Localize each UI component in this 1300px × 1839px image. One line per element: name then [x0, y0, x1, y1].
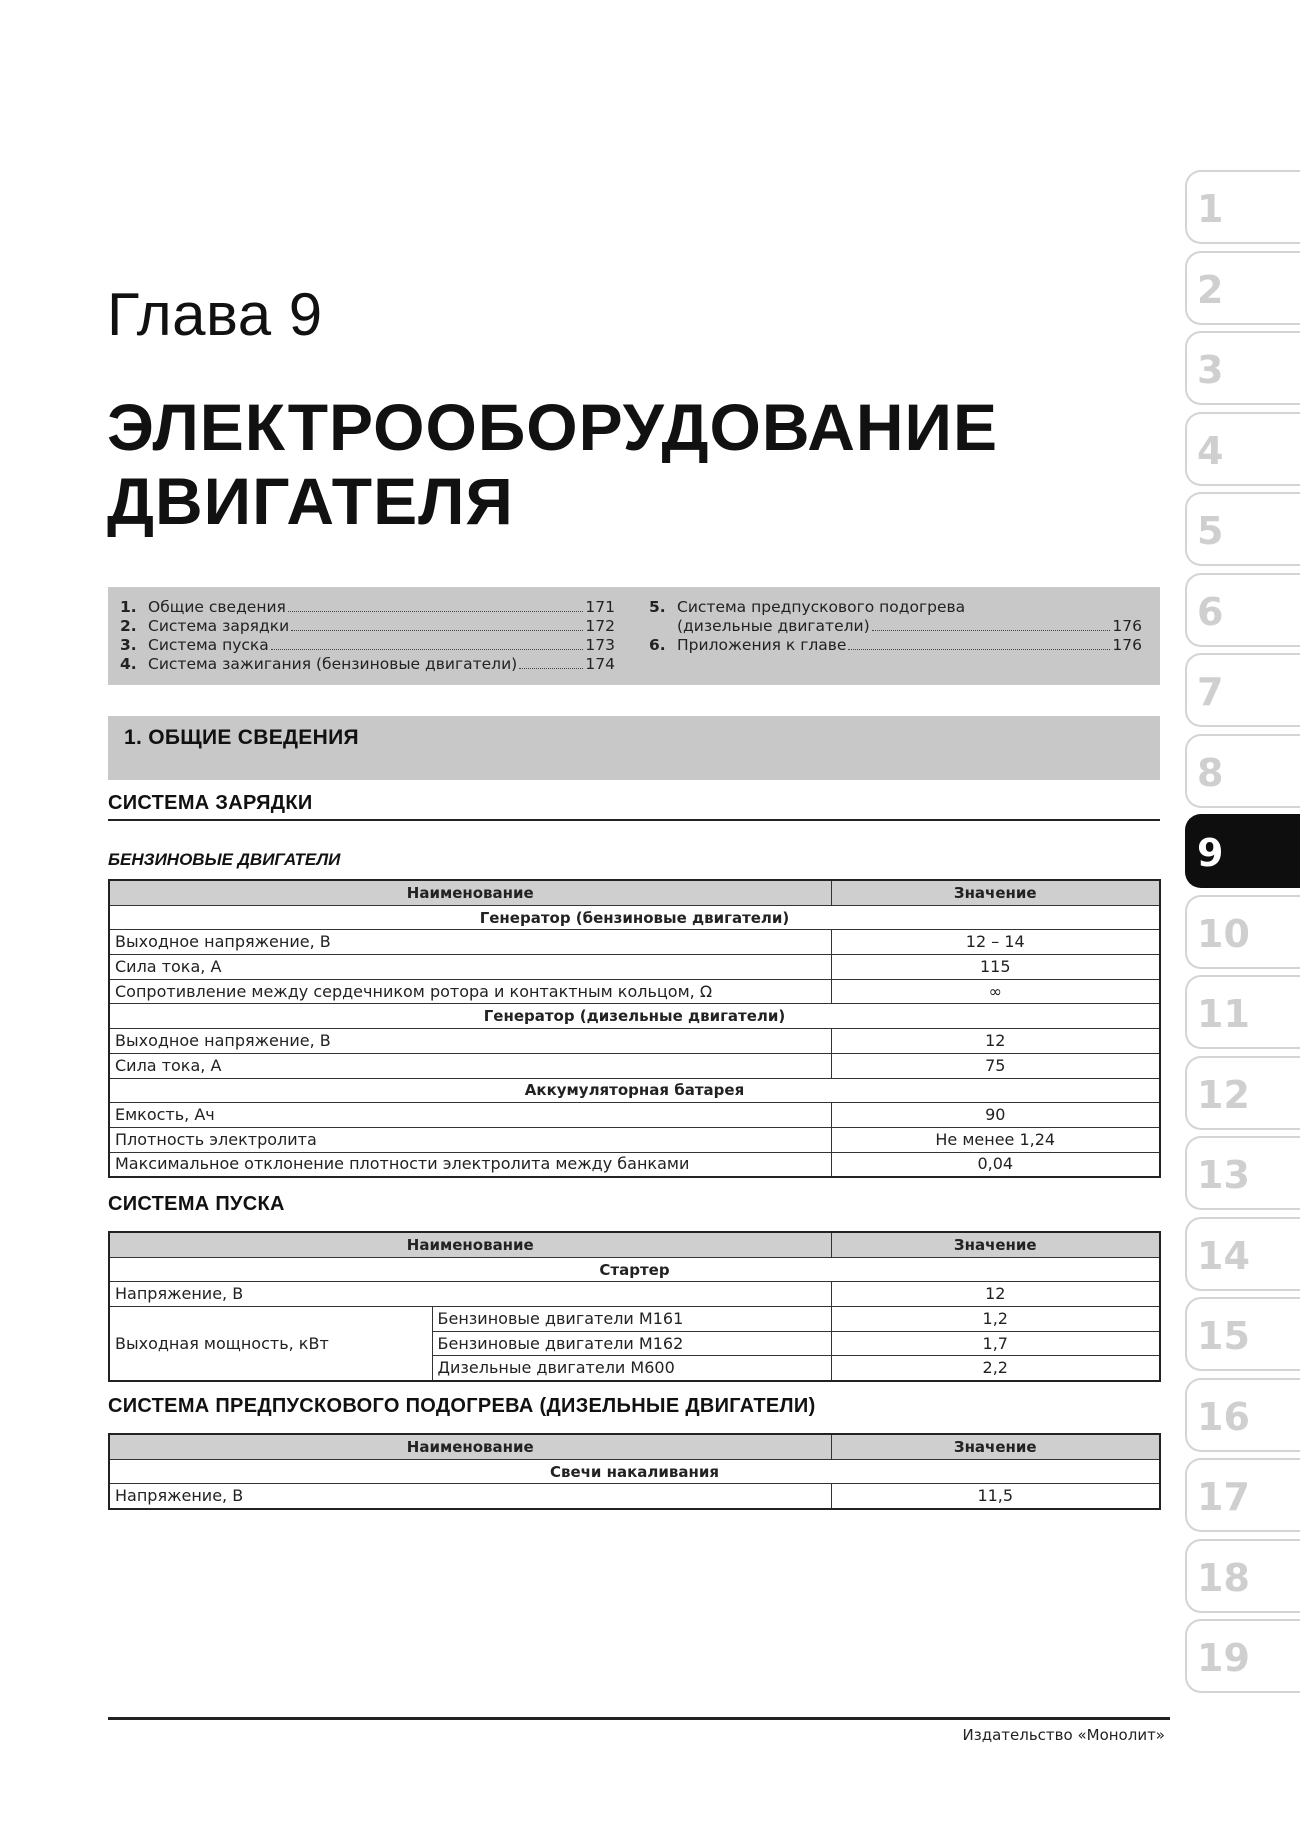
- group-row: Стартер: [109, 1257, 1160, 1282]
- table-row: Сопротивление между сердечником ротора и контактным кольцом, Ω ∞: [109, 979, 1160, 1004]
- table-row: Выходное напряжение, В 12: [109, 1029, 1160, 1054]
- group-row: Аккумуляторная батарея: [109, 1078, 1160, 1103]
- table-row: Плотность электролита Не менее 1,24: [109, 1127, 1160, 1152]
- table-row: Бензиновые двигатели М162 1,7: [109, 1331, 1160, 1356]
- table-header-row: [109, 1232, 1160, 1257]
- chapter-label: Глава 9: [107, 281, 323, 348]
- charging-heading: СИСТЕМА ЗАРЯДКИ: [108, 792, 1160, 821]
- col-header-name: Наименование: [109, 1434, 831, 1459]
- chapter-tab-9[interactable]: 9: [1185, 814, 1300, 888]
- chapter-tab-6[interactable]: 6: [1185, 573, 1300, 647]
- group-row: Генератор (бензиновые двигатели): [109, 905, 1160, 930]
- chapter-tab-7[interactable]: 7: [1185, 653, 1300, 727]
- petrol-engines-subheading: БЕНЗИНОВЫЕ ДВИГАТЕЛИ: [108, 850, 341, 869]
- chapter-tab-10[interactable]: 10: [1185, 895, 1300, 969]
- toc-column-left: [120, 598, 615, 674]
- chapter-tab-18[interactable]: 18: [1185, 1539, 1300, 1613]
- chapter-title-line1: ЭЛЕКТРООБОРУДОВАНИЕ: [107, 390, 998, 464]
- table-row: Дизельные двигатели М600 2,2: [109, 1356, 1160, 1381]
- table-row: Напряжение, В 12: [109, 1282, 1160, 1307]
- chapter-tab-2[interactable]: 2: [1185, 251, 1300, 325]
- starting-heading: СИСТЕМА ПУСКА: [108, 1193, 285, 1215]
- charging-table: [108, 879, 1161, 1178]
- toc-item[interactable]: 1. Общие сведения 171: [120, 598, 615, 616]
- group-row: Свечи накаливания: [109, 1459, 1160, 1484]
- col-header-value: Значение: [831, 1434, 1160, 1459]
- chapter-title-line2: ДВИГАТЕЛЯ: [107, 464, 514, 538]
- toc-item[interactable]: 2. Система зарядки 172: [120, 617, 615, 635]
- chapter-tab-8[interactable]: 8: [1185, 734, 1300, 808]
- chapter-tab-15[interactable]: 15: [1185, 1297, 1300, 1371]
- toc-item[interactable]: 5. Система предпускового подогрева: [649, 598, 966, 616]
- chapter-tab-11[interactable]: 11: [1185, 975, 1300, 1049]
- chapter-tab-17[interactable]: 17: [1185, 1458, 1300, 1532]
- col-header-value: Значение: [831, 1232, 1160, 1257]
- toc-item[interactable]: 6. Приложения к главе 176: [649, 636, 1142, 654]
- chapter-tab-14[interactable]: 14: [1185, 1217, 1300, 1291]
- table-row: Сила тока, А 115: [109, 955, 1160, 980]
- section-band: [108, 716, 1160, 780]
- col-header-name: Наименование: [109, 880, 831, 905]
- footer-divider: [108, 1717, 1170, 1720]
- starting-table: [108, 1231, 1161, 1382]
- table-of-contents: [108, 587, 1160, 685]
- table-row: Напряжение, В 11,5: [109, 1484, 1160, 1509]
- table-row: Емкость, Ач 90: [109, 1103, 1160, 1128]
- table-row: Сила тока, А 75: [109, 1053, 1160, 1078]
- toc-column-right: [649, 598, 1142, 655]
- chapter-tab-5[interactable]: 5: [1185, 492, 1300, 566]
- preheat-table: [108, 1433, 1161, 1510]
- chapter-tab-4[interactable]: 4: [1185, 412, 1300, 486]
- table-header-row: [109, 1434, 1160, 1459]
- col-header-value: Значение: [831, 880, 1160, 905]
- preheat-heading: СИСТЕМА ПРЕДПУСКОВОГО ПОДОГРЕВА (ДИЗЕЛЬНЫЕ ДВИГАТЕЛИ): [108, 1395, 816, 1417]
- table-row: Максимальное отклонение плотности электролита между банками 0,04: [109, 1152, 1160, 1177]
- toc-item[interactable]: (дизельные двигатели) 176: [677, 617, 1142, 635]
- publisher: Издательство «Монолит»: [962, 1726, 1165, 1744]
- chapter-tab-13[interactable]: 13: [1185, 1136, 1300, 1210]
- chapter-tab-12[interactable]: 12: [1185, 1056, 1300, 1130]
- table-row: Выходное напряжение, В 12 – 14: [109, 930, 1160, 955]
- chapter-title: [107, 390, 1067, 538]
- chapter-tab-19[interactable]: 19: [1185, 1619, 1300, 1693]
- chapter-tab-3[interactable]: 3: [1185, 331, 1300, 405]
- toc-item[interactable]: 4. Система зажигания (бензиновые двигатели) 174: [120, 655, 615, 673]
- table-row: Выходная мощность, кВт Бензиновые двигатели М161 1,2: [109, 1307, 1160, 1332]
- group-row: Генератор (дизельные двигатели): [109, 1004, 1160, 1029]
- section-title: 1. ОБЩИЕ СВЕДЕНИЯ: [124, 726, 359, 749]
- toc-item[interactable]: 3. Система пуска 173: [120, 636, 615, 654]
- chapter-tab-1[interactable]: 1: [1185, 170, 1300, 244]
- col-header-name: Наименование: [109, 1232, 831, 1257]
- table-header-row: [109, 880, 1160, 905]
- chapter-tab-16[interactable]: 16: [1185, 1378, 1300, 1452]
